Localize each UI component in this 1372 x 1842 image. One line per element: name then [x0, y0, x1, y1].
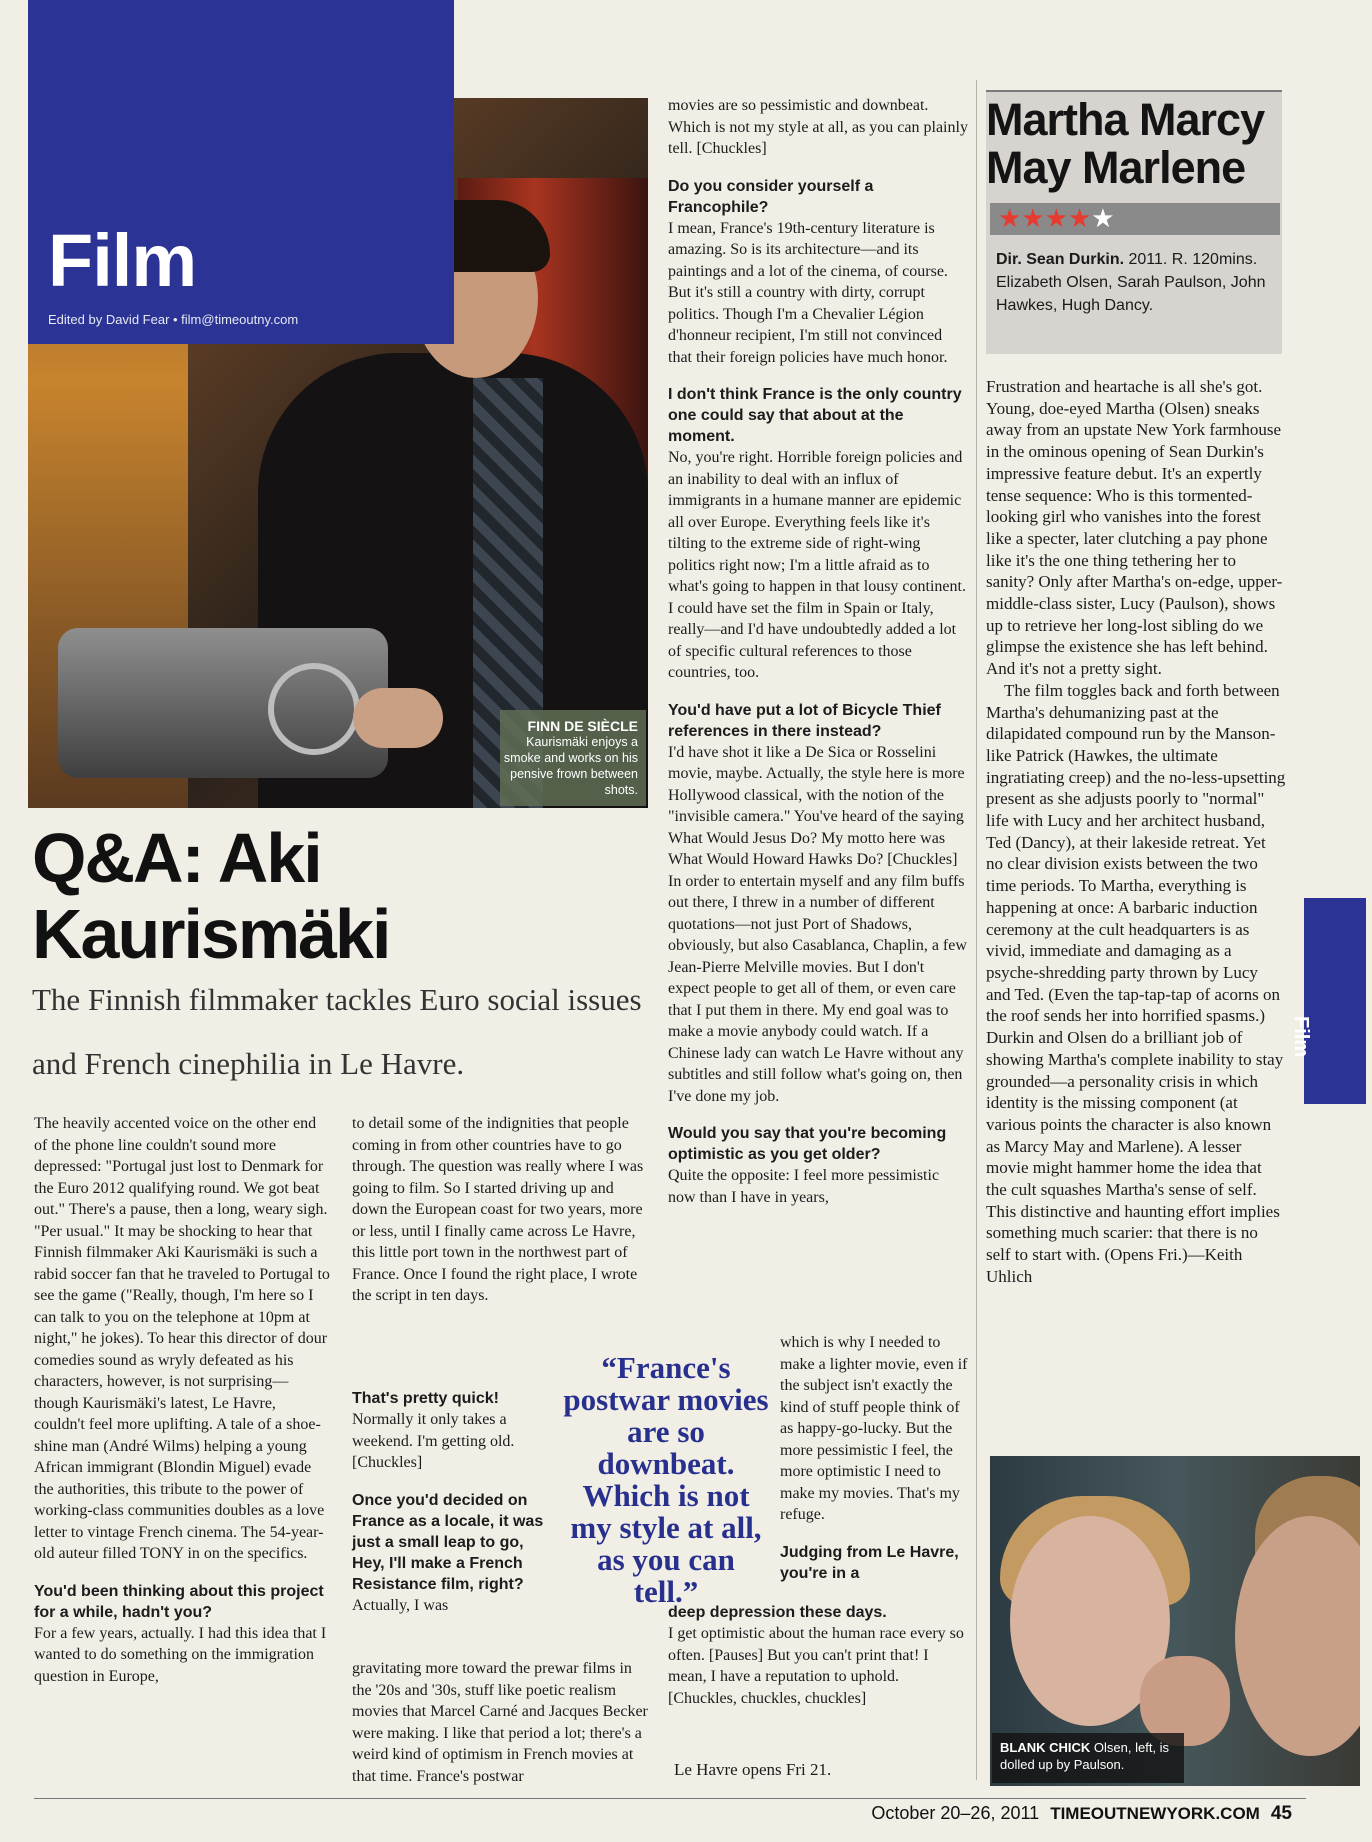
article-column-3	[668, 95, 968, 1208]
article-column-2-bottom	[352, 1658, 650, 1787]
release-info: Le Havre opens Fri 21.	[674, 1760, 832, 1779]
photo-caption-text: Kaurismäki enjoys a smoke and works on his pensive frown between shots.	[503, 735, 638, 797]
editor-credit: Edited by David Fear • film@timeoutny.com	[48, 312, 299, 327]
answer: I get optimistic about the human race every so often. [Pauses] But you can't print that! I mean, I have a reputation to uphold. [Chuckles, chuckles, chuckles]	[668, 1625, 964, 1707]
question: Do you consider yourself a Francophile?	[668, 177, 874, 216]
site-url: TIMEOUTNEWYORK.COM	[1050, 1804, 1260, 1823]
answer: No, you're right. Horrible foreign policies and an inability to deal with an influx of immigrants in a humane manner are epidemic all over Europe. Everything feels like it's tilting to the extreme side of right-wing politics right now; I'm a little afraid as to what's going to happen in that lousy continent. I could have set the film in Spain or Italy, really—and I'd have undoubtedly added a lot of specific cultural references to those countries, too.	[668, 449, 966, 681]
review-photo-caption-title: BLANK CHICK	[1000, 1740, 1091, 1755]
director-credit: Dir. Sean Durkin.	[996, 251, 1125, 268]
answer: I'd have shot it like a De Sica or Rosselini movie, maybe. Actually, the style here is more Hollywood classical, with the notion of the "invisible camera." You've heard of the saying What Would Jesus Do? My motto here was What Would Howard Hawks Do? [Chuckles] In order to entertain myself and any film buffs out there, I threw in a number of different quotations—not just Port of Shadows, obviously, but also Casablanca, Chaplin, a few Jean-Pierre Melville movies. But I don't expect people to get all of them, or even care that I put them in there. My end goal was to make a movie anybody could watch. If a Chinese lady can watch Le Havre without any subtitles and still follow what's going on, then I've done my job.	[668, 743, 967, 1105]
question: Judging from Le Havre, you're in a	[780, 1543, 959, 1582]
question: You'd have put a lot of Bicycle Thief references in there instead?	[668, 701, 941, 740]
column-divider	[976, 80, 977, 1780]
review-photo-caption	[992, 1733, 1184, 1783]
review-paragraph: Frustration and heartache is all she's got. Young, doe-eyed Martha (Olsen) sneaks away from an upstate New York farmhouse in the ominous opening of Sean Durkin's impressive feature debut. It's an expertly tense sequence: Who is this tormented-looking girl who vanishes into the forest like a specter, later clutching a pay phone like it's the one thing tethering her to sanity? Only after Martha's on-edge, upper-middle-class sister, Lucy (Paulson), shows up to retrieve her long-lost sibling do we glimpse the existence she has left behind. And it's not a pretty sight.	[986, 377, 1283, 679]
star-rating	[998, 203, 1115, 235]
review-paragraph: The film toggles back and forth between Martha's dehumanizing past at the dilapidated compound run by the Manson-like Patrick (Hawkes, the ultimate ingratiating creep) and the no-less-upsetting present as she adjusts poorly to "normal" life with Lucy and her architect husband, Ted (Dancy), at their lakeside retreat. Yet no clear division exists between the two time periods. To Martha, everything is happening at once: A barbaric induction ceremony at the cult headquarters is as vivid, immediate and damaging as a psyche-shredding party thrown by Lucy and Ted. (Even the tap-tap-tap of acorns on the roof sends her into horrified spasms.) Durkin and Olsen do a brilliant job of showing Martha's complete inability to stay grounded—a personality crisis in which identity is the missing component (at various points the character is also known as Marcy May and Marlene). A lesser movie might hammer home the idea that the cult squashes Martha's sense of self. This distinctive and haunting effort implies something much scarier: that there is no self to start with. (Opens Fri.)—Keith Uhlich	[986, 680, 1286, 1286]
article-headline: Q&A: Aki Kaurismäki	[32, 819, 390, 973]
side-tab-label: Film	[1290, 1016, 1312, 1058]
question: Would you say that you're becoming optimistic as you get older?	[668, 1125, 947, 1163]
section-title: Film	[48, 219, 197, 302]
review-photo-caption-text: Olsen, left, is dolled up by Paulson.	[1000, 1740, 1170, 1772]
star-filled-icon: ★★★★	[998, 204, 1092, 234]
photo-caption	[500, 710, 646, 806]
review-title: Martha Marcy May Marlene	[986, 94, 1265, 193]
answer: movies are so pessimistic and downbeat. Which is not my style at all, as you can plainly tell. [Chuckles]	[668, 97, 968, 157]
question: deep depression these days.	[668, 1604, 887, 1621]
answer: Quite the opposite: I feel more pessimistic now than I have in years,	[668, 1167, 940, 1206]
answer: to detail some of the indignities that people coming in from other countries have to go through. The question was really where I was going to film. So I started driving up and down the European coast for two years, more or less, until I finally came across Le Havre, this little port town in the northwest part of France. Once I found the right place, I wrote the script in ten days.	[352, 1115, 644, 1304]
article-deck: The Finnish filmmaker tackles Euro social issues and French cinephilia in Le Havre.	[32, 982, 642, 1081]
review-credits	[996, 248, 1278, 317]
answer: For a few years, actually. I had this idea that I wanted to do something on the immigration question in Europe,	[34, 1624, 327, 1685]
section-side-tab	[1290, 898, 1366, 1104]
film-credits: 2011. R. 120mins. Elizabeth Olsen, Sarah Paulson, John Hawkes, Hugh Dancy.	[996, 251, 1266, 314]
article-column-2-lower	[352, 1372, 548, 1616]
review-body	[986, 376, 1286, 1288]
answer: which is why I needed to make a lighter movie, even if the subject isn't exactly the kind of stuff people think of as happy-go-lucky. But the more pessimistic I feel, the more optimistic I need to make my movies. That's my refuge.	[780, 1334, 968, 1523]
page-footer	[871, 1803, 1292, 1825]
pull-quote: “France's postwar movies are so downbeat. Which is not my style at all, as you can tell.”	[563, 1350, 769, 1609]
article-column-3-lower	[780, 1332, 970, 1584]
footer-rule	[34, 1798, 1306, 1799]
intro-paragraph: The heavily accented voice on the other end of the phone line couldn't sound more depressed: "Portugal just lost to Denmark for the Euro 2012 qualifying round. We got beat out." There's a pause, then a long, weary sigh. "Per usual." It may be shocking to hear that Finnish filmmaker Aki Kaurismäki is such a rabid soccer fan that he traveled to Portugal to see the game ("Really, though, I'm here so I can talk to you on the telephone at 10pm at night," he jokes). To hear this director of dour comedies sound as wryly defeated as his characters, however, is not surprising—though Kaurismäki's latest, Le Havre, couldn't feel more uplifting. A tale of a shoe-shine man (André Wilms) helping a young African immigrant (Blondin Miguel) evade the authorities, this tribute to the power of working-class communities doubles as a love letter to vintage French cinema. The 54-year-old auteur filled TONY in on the specifics.	[34, 1115, 330, 1562]
article-column-1	[34, 1113, 330, 1687]
question: I don't think France is the only country one could say that about at the moment.	[668, 386, 962, 445]
question: Once you'd decided on France as a locale, it was just a small leap to go, Hey, I'll make a French Resistance film, right?	[352, 1491, 544, 1593]
page-number: 45	[1270, 1803, 1292, 1824]
answer: gravitating more toward the prewar films in the '20s and '30s, stuff like poetic realism movies that Marcel Carné and Jacques Becker were making. I like that period a lot; there's a weird kind of optimism in French movies at that time. France's postwar	[352, 1660, 648, 1785]
answer: Normally it only takes a weekend. I'm getting old. [Chuckles]	[352, 1411, 515, 1471]
question: That's pretty quick!	[352, 1390, 499, 1407]
photo-caption-title: FINN DE SIÈCLE	[527, 718, 638, 734]
issue-date: October 20–26, 2011	[871, 1803, 1040, 1823]
article-column-2	[352, 1113, 650, 1307]
answer: Actually, I was	[352, 1596, 449, 1614]
article-column-3-bottom	[668, 1602, 968, 1709]
question: You'd been thinking about this project for a while, hadn't you?	[34, 1582, 324, 1621]
star-empty-icon: ★	[1091, 204, 1115, 234]
section-banner	[28, 0, 454, 344]
answer: I mean, France's 19th-century literature is amazing. So is its architecture—and its paintings and a lot of the cinema, of course. But it's still a country with dirty, corrupt politics. Though I'm a Chevalier Légion d'honneur recipient, I'm still not convinced that their foreign policies have much honor.	[668, 219, 948, 366]
